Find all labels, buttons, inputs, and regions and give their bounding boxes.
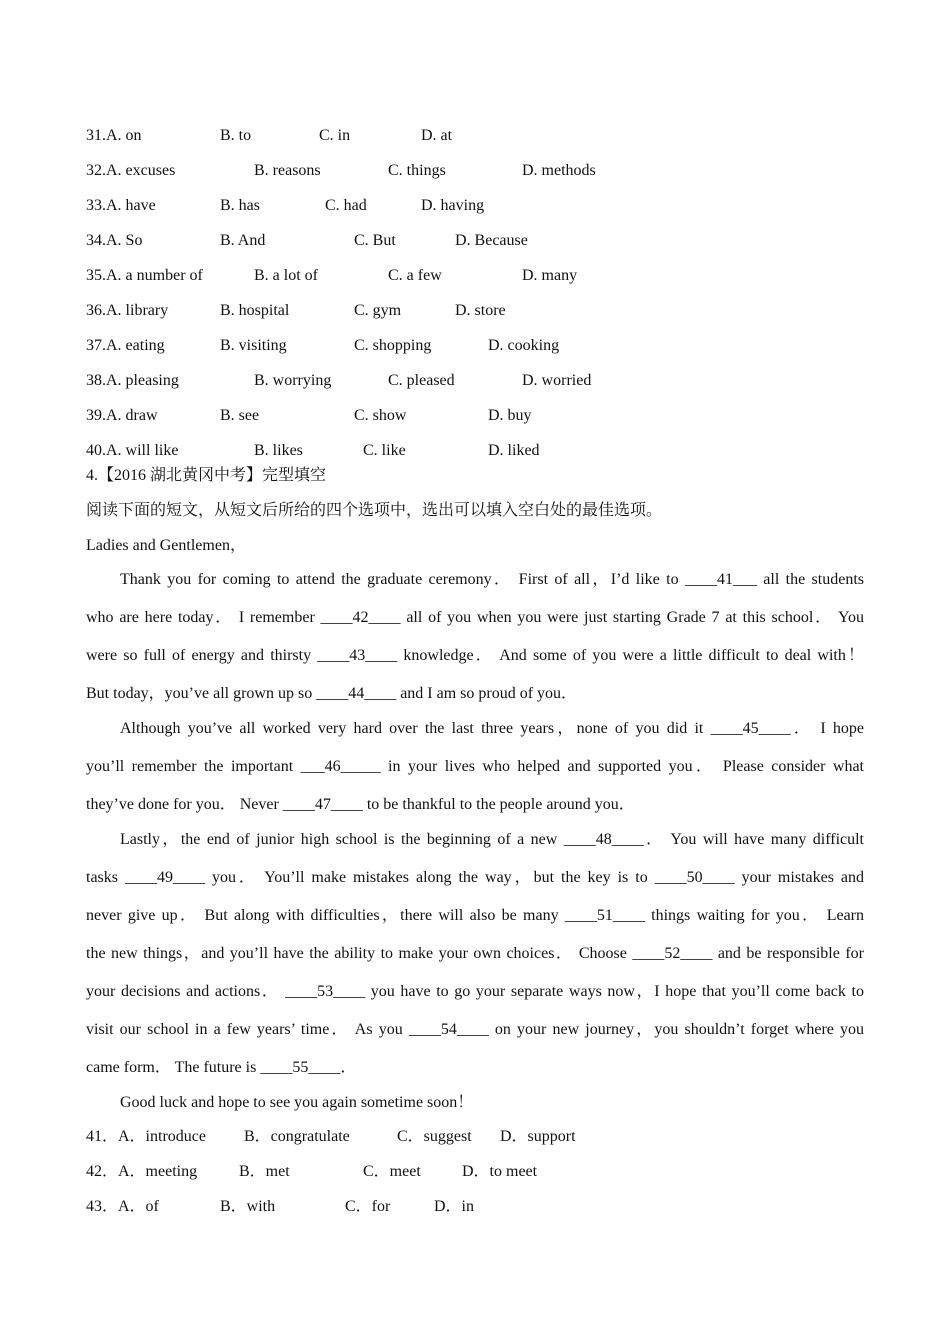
option-b: B. And bbox=[220, 232, 266, 249]
instruction-text: 阅读下面的短文，从短文后所给的四个选项中，选出可以填入空白处的最佳选项。 bbox=[86, 502, 663, 519]
passage-line: Although you’ve all worked very hard over the last three years，none of you did it ____45____． I hope bbox=[120, 720, 864, 737]
option-d: D. methods bbox=[522, 162, 596, 179]
option-d: D. at bbox=[421, 127, 453, 144]
passage-line: tasks ____49____ you． You’ll make mistakes along the way，but the key is to ____50____ your mistakes and bbox=[86, 869, 864, 886]
option-d: D．in bbox=[434, 1198, 475, 1215]
option-c: C. like bbox=[363, 442, 406, 459]
option-b: B. to bbox=[220, 127, 252, 144]
option-c: C. pleased bbox=[388, 372, 455, 389]
passage-line: Lastly，the end of junior high school is the beginning of a new ____48____． You will have many difficult bbox=[120, 831, 865, 848]
option-b: B. visiting bbox=[220, 337, 287, 354]
passage-line: visit our school in a few years’ time． As you ____54____ on your new journey，you shouldn’t forget where you bbox=[86, 1021, 864, 1038]
option-b: B．met bbox=[239, 1163, 290, 1180]
option-b: B. see bbox=[220, 407, 260, 424]
passage-line: But today，you’ve all grown up so ____44____ and I am so proud of you． bbox=[86, 685, 578, 702]
option-d: D. cooking bbox=[488, 337, 560, 354]
option-a: 40.A. will like bbox=[86, 442, 179, 459]
passage-line: never give up． But along with difficulties，there will also be many ____51____ things waiting for you． Learn bbox=[86, 907, 864, 924]
option-c: C. gym bbox=[354, 302, 402, 319]
option-a: 32.A. excuses bbox=[86, 162, 176, 179]
passage-line: came form． The future is ____55____． bbox=[86, 1059, 357, 1076]
option-d: D. having bbox=[421, 197, 485, 214]
option-b: B. reasons bbox=[254, 162, 321, 179]
option-c: C．suggest bbox=[397, 1128, 472, 1145]
passage-line: your decisions and actions． ____53____ you have to go your separate ways now，I hope that you’ll come back to bbox=[86, 983, 864, 1000]
salutation: Ladies and Gentlemen， bbox=[86, 537, 246, 554]
option-d: D．to meet bbox=[462, 1163, 538, 1180]
option-b: B. worrying bbox=[254, 372, 332, 389]
option-d: D. many bbox=[522, 267, 578, 284]
option-b: B．congratulate bbox=[244, 1128, 350, 1145]
option-c: C. things bbox=[388, 162, 446, 179]
option-c: C. shopping bbox=[354, 337, 432, 354]
passage-line: the new things，and you’ll have the ability to make your own choices． Choose ____52____ and be responsible for bbox=[86, 945, 864, 962]
option-b: B. has bbox=[220, 197, 260, 214]
option-a: 42．A．meeting bbox=[86, 1163, 198, 1180]
option-b: B. a lot of bbox=[254, 267, 318, 284]
option-d: D．support bbox=[500, 1128, 576, 1145]
option-d: D. store bbox=[455, 302, 506, 319]
option-c: C．meet bbox=[363, 1163, 421, 1180]
option-c: C. show bbox=[354, 407, 407, 424]
option-a: 43．A．of bbox=[86, 1198, 159, 1215]
option-c: C. a few bbox=[388, 267, 442, 284]
option-d: D. worried bbox=[522, 372, 592, 389]
option-d: D. Because bbox=[455, 232, 528, 249]
option-c: C．for bbox=[345, 1198, 391, 1215]
option-a: 35.A. a number of bbox=[86, 267, 203, 284]
passage-line: you’ll remember the important ___46_____ in your lives who helped and supported you． Please consider what bbox=[86, 758, 865, 775]
option-a: 31.A. on bbox=[86, 127, 142, 144]
option-a: 34.A. So bbox=[86, 232, 143, 249]
passage-line: who are here today． I remember ____42____ all of you when you were just starting Grade 7 at this school． You bbox=[86, 609, 864, 626]
option-c: C. in bbox=[319, 127, 351, 144]
passage-line: they’ve done for you． Never ____47____ to be thankful to the people around you． bbox=[86, 796, 635, 813]
passage-line: were so full of energy and thirsty ____43____ knowledge． And some of you were a little difficult to deal with！ bbox=[86, 647, 865, 664]
option-a: 41．A．introduce bbox=[86, 1128, 206, 1145]
option-b: B．with bbox=[220, 1198, 276, 1215]
option-a: 33.A. have bbox=[86, 197, 156, 214]
option-a: 36.A. library bbox=[86, 302, 169, 319]
option-a: 37.A. eating bbox=[86, 337, 165, 354]
option-c: C. had bbox=[325, 197, 367, 214]
section-title: 4.【2016 湖北黄冈中考】完型填空 bbox=[86, 467, 327, 484]
option-a: 39.A. draw bbox=[86, 407, 158, 424]
option-a: 38.A. pleasing bbox=[86, 372, 179, 389]
option-d: D. liked bbox=[488, 442, 540, 459]
option-c: C. But bbox=[354, 232, 396, 249]
option-b: B. likes bbox=[254, 442, 303, 459]
passage-line: Thank you for coming to attend the graduate ceremony． First of all，I’d like to ____41___ all the students bbox=[120, 571, 864, 588]
option-d: D. buy bbox=[488, 407, 532, 424]
option-b: B. hospital bbox=[220, 302, 290, 319]
passage-line: Good luck and hope to see you again sometime soon！ bbox=[120, 1094, 474, 1111]
